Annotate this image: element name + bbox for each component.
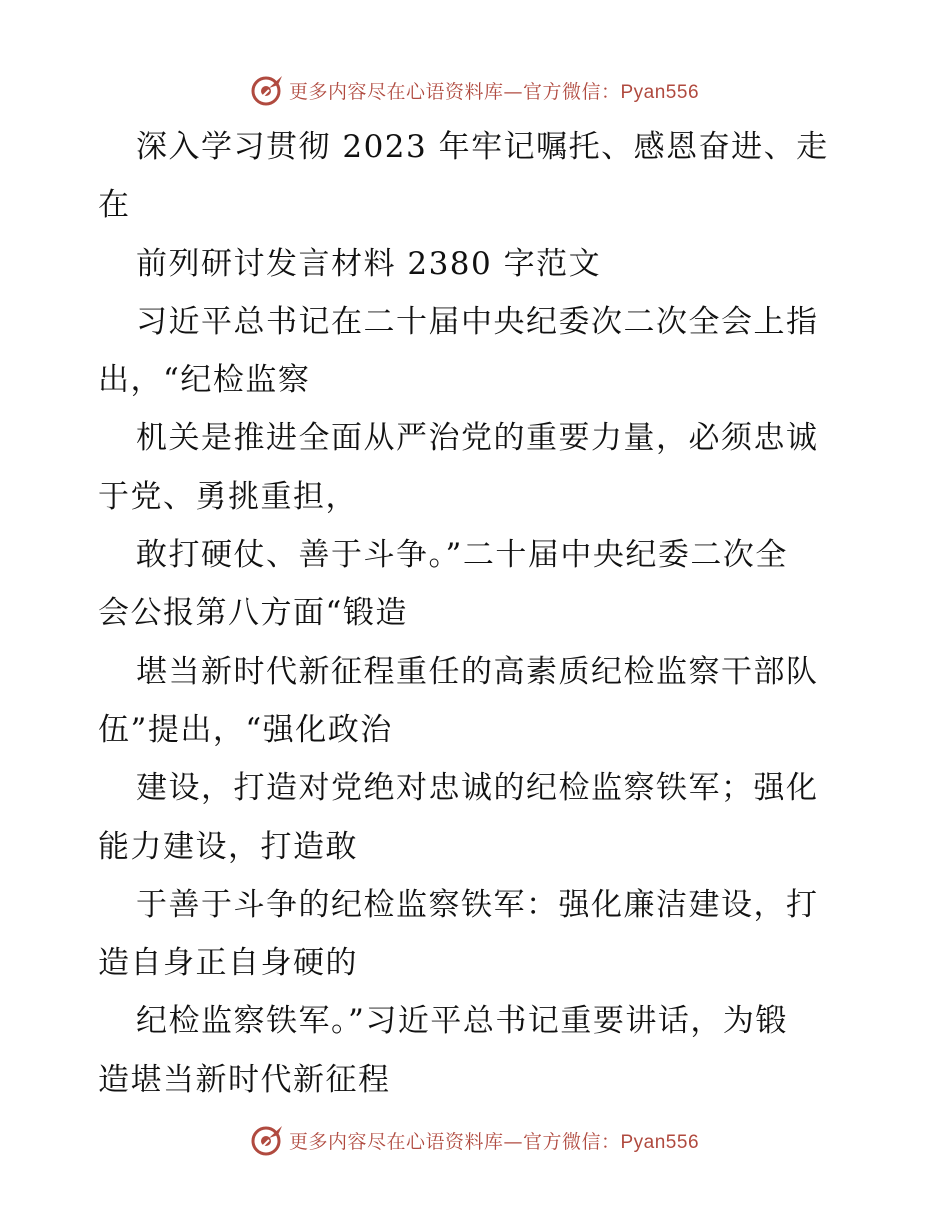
text-line: 能力建设，打造敢 (98, 828, 358, 865)
text-line: 会公报第八方面“锻造 (98, 595, 408, 632)
text-line: 敢打硬仗、善于斗争。”二十届中央纪委二次全 (136, 537, 788, 574)
text-line: 机关是推进全面从严治党的重要力量，必须忠诚 (136, 420, 819, 457)
text-line: 造自身正自身硬的 (98, 945, 358, 982)
text-line: 纪检监察铁军。”习近平总书记重要讲话，为锻 (136, 1003, 788, 1040)
text-line: 堪当新时代新征程重任的高素质纪检监察干部队 (136, 653, 819, 690)
banner-wechat-id: Pyan556 (620, 81, 700, 103)
text-line: 建设，打造对党绝对忠诚的纪检监察铁军；强化 (136, 770, 819, 807)
header-banner (0, 70, 950, 110)
text-line: 前列研讨发言材料 2380 字范文 (136, 245, 602, 282)
body-text (98, 118, 858, 1109)
text-line: 深入学习贯彻 2023 年牢记嘱托、感恩奋进、走 (136, 129, 829, 165)
banner-prefix: 更多内容尽在心语资料库—官方微信： (288, 80, 621, 103)
footer-banner (0, 1120, 950, 1160)
text-line: 习近平总书记在二十届中央纪委次二次全会上指 (136, 303, 819, 340)
text-line: 在 (98, 187, 131, 224)
text-line: 出，“纪检监察 (98, 362, 311, 399)
text-line: 伍”提出，“强化政治 (98, 711, 393, 748)
text-line: 于善于斗争的纪检监察铁军：强化廉洁建设，打 (136, 886, 819, 923)
quill-logo-icon (251, 1123, 285, 1157)
text-line: 造堪当新时代新征程 (98, 1061, 391, 1098)
banner-wechat-id: Pyan556 (620, 1131, 700, 1153)
text-line: 于党、勇挑重担， (98, 478, 358, 515)
quill-logo-icon (251, 73, 285, 107)
banner-prefix: 更多内容尽在心语资料库—官方微信： (288, 1130, 621, 1153)
